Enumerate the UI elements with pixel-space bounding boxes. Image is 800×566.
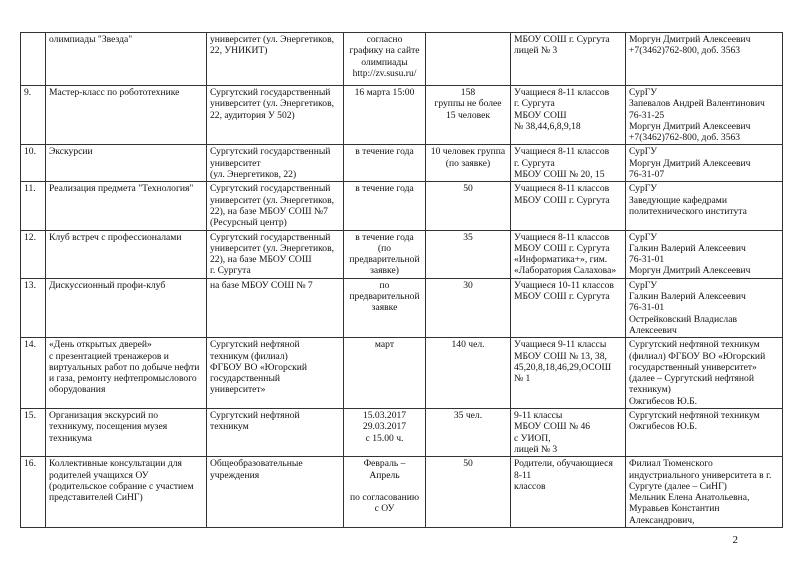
table-row: [21, 338, 783, 409]
cell-date: 16 марта 15:00: [344, 86, 426, 145]
cell-event: Организация экскурсий по техникуму, посещения музея техникума: [46, 409, 207, 457]
cell-event: Экскурсии: [46, 145, 207, 182]
cell-count: 158 группы не более 15 человек: [426, 86, 511, 145]
cell-place: Сургутский нефтяной техникум: [207, 409, 344, 457]
cell-place: на базе МБОУ СОШ № 7: [207, 278, 344, 337]
cell-responsible: СурГУ Заведующие кафедрами политехнического института: [626, 182, 783, 230]
cell-responsible: Филиал Тюменского индустриального университета в г. Сургуте (далее – СиНГ) Мельник Елена Анатольевна, Муравьев Константин Александрович,: [626, 457, 783, 528]
cell-place: Общеобразовательные учреждения: [207, 457, 344, 528]
cell-count: 35: [426, 230, 511, 278]
cell-date: в течение года: [344, 182, 426, 230]
cell-responsible: СурГУ Запевалов Андрей Валентинович 76-31-25 Моргун Дмитрий Алексеевич +7(3462)762-800, доб. 3563: [626, 86, 783, 145]
cell-place: Сургутский нефтяной техникум (филиал) ФГБОУ ВО «Югорский государственный университет»: [207, 338, 344, 409]
cell-event: Коллективные консультации для родителей учащихся ОУ (родительское собрание с участием представителей СиНГ): [46, 457, 207, 528]
cell-participants: Учащиеся 10-11 классов МБОУ СОШ г. Сургута: [511, 278, 626, 337]
cell-date: в течение года: [344, 145, 426, 182]
cell-num: 10.: [21, 145, 46, 182]
cell-event: «День открытых дверей» с презентацией тренажеров и виртуальных работ по добыче нефти и газа, ремонту нефтепромыслового оборудования: [46, 338, 207, 409]
cell-count: 30: [426, 278, 511, 337]
cell-num: 9.: [21, 86, 46, 145]
cell-count: 50: [426, 457, 511, 528]
cell-num: [21, 33, 46, 86]
table-row: [21, 230, 783, 278]
cell-num: 11.: [21, 182, 46, 230]
cell-date: согласно графику на сайте олимпиады http://zv.susu.ru/: [344, 33, 426, 86]
table-row: [21, 278, 783, 337]
cell-participants: Учащиеся 8-11 классов г. Сургута МБОУ СОШ № 20, 15: [511, 145, 626, 182]
cell-participants: Родители, обучающиеся 8-11 классов: [511, 457, 626, 528]
cell-event: Реализация предмета "Технология": [46, 182, 207, 230]
cell-participants: Учащиеся 8-11 классов МБОУ СОШ г. Сургута «Информатика+», гим. «Лаборатория Салахова»: [511, 230, 626, 278]
cell-participants: 9-11 классы МБОУ СОШ № 46 с УИОП, лицей № 3: [511, 409, 626, 457]
cell-place: Сургутский государственный университет (ул. Энергетиков, 22), на базе МБОУ СОШ №7 (Ресурсный центр): [207, 182, 344, 230]
cell-participants: Учащиеся 9-11 классы МБОУ СОШ № 13, 38, 45,20,8,18,46,29,ОСОШ № 1: [511, 338, 626, 409]
cell-participants: МБОУ СОШ г. Сургута лицей № 3: [511, 33, 626, 86]
cell-responsible: Сургутский нефтяной техникум Ожгибесов Ю.Б.: [626, 409, 783, 457]
cell-date: 15.03.2017 29.03.2017 с 15.00 ч.: [344, 409, 426, 457]
cell-event: олимпиады "Звезда": [46, 33, 207, 86]
cell-place: Сургутский государственный университет (ул. Энергетиков, 22, аудитория У 502): [207, 86, 344, 145]
page-number: 2: [732, 533, 738, 546]
cell-responsible: Моргун Дмитрий Алексеевич +7(3462)762-800, доб. 3563: [626, 33, 783, 86]
cell-date: по предварительной заявке: [344, 278, 426, 337]
cell-place: университет (ул. Энергетиков, 22, УНИКИТ): [207, 33, 344, 86]
cell-participants: Учащиеся 8-11 классов МБОУ СОШ г. Сургута: [511, 182, 626, 230]
cell-count: 10 человек группа (по заявке): [426, 145, 511, 182]
table-row: [21, 145, 783, 182]
cell-responsible: СурГУ Моргун Дмитрий Алексеевич 76-31-07: [626, 145, 783, 182]
cell-num: 12.: [21, 230, 46, 278]
cell-count: 140 чел.: [426, 338, 511, 409]
cell-num: 16.: [21, 457, 46, 528]
cell-date: март: [344, 338, 426, 409]
cell-date: Февраль – Апрель по согласованию с ОУ: [344, 457, 426, 528]
cell-num: 13.: [21, 278, 46, 337]
table-row: [21, 33, 783, 86]
cell-date: в течение года (по предварительной заявке): [344, 230, 426, 278]
cell-event: Дискуссионный профи-клуб: [46, 278, 207, 337]
events-table: [20, 32, 783, 528]
cell-event: Мастер-класс по робототехнике: [46, 86, 207, 145]
cell-count: 35 чел.: [426, 409, 511, 457]
cell-num: 15.: [21, 409, 46, 457]
table-row: [21, 409, 783, 457]
table-row: [21, 86, 783, 145]
table-row: [21, 182, 783, 230]
cell-event: Клуб встреч с профессионалами: [46, 230, 207, 278]
cell-responsible: СурГУ Галкин Валерий Алексеевич 76-31-01 Моргун Дмитрий Алексеевич: [626, 230, 783, 278]
cell-count: 50: [426, 182, 511, 230]
table-row: [21, 457, 783, 528]
cell-count: [426, 33, 511, 86]
cell-responsible: Сургутский нефтяной техникум (филиал) ФГБОУ ВО «Югорский государственный университет» (далее – Сургутский нефтяной техникум) Ожгибесов Ю.Б.: [626, 338, 783, 409]
cell-place: Сургутский государственный университет (ул. Энергетиков, 22): [207, 145, 344, 182]
cell-place: Сургутский государственный университет (ул. Энергетиков, 22), на базе МБОУ СОШ г. Сургута: [207, 230, 344, 278]
cell-num: 14.: [21, 338, 46, 409]
cell-participants: Учащиеся 8-11 классов г. Сургута МБОУ СОШ № 38,44,6,8,9,18: [511, 86, 626, 145]
cell-responsible: СурГУ Галкин Валерий Алексеевич 76-31-01 Острейковский Владислав Алексеевич: [626, 278, 783, 337]
